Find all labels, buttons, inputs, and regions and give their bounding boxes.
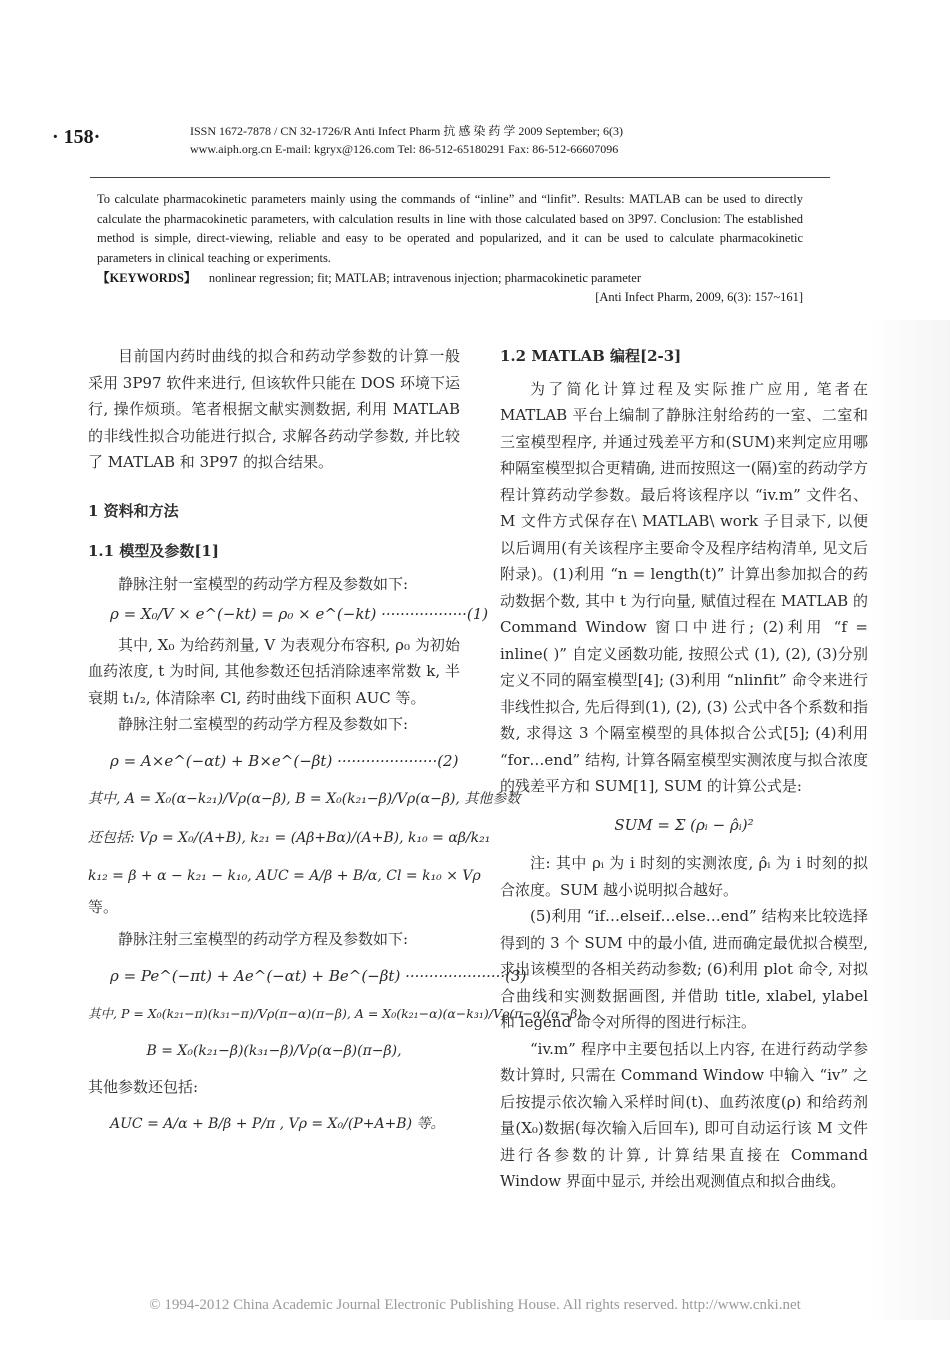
intro-paragraph: 目前国内药时曲线的拟合和药动学参数的计算一般采用 3P97 软件来进行, 但该软件只能在 DOS 环境下运行, 操作烦琐。笔者根据文献实测数据, 利用 MATLAB 的非线性拟合功能进行拟合, 求解各药动学参数, 并比较了 MATLAB 和 3P97 的拟合结果。 xyxy=(88,347,460,471)
journal-header xyxy=(190,122,890,158)
abstract-text: To calculate pharmacokinetic parameters mainly using the commands of “inline” and “linfit”. Results: MATLAB can be used to directly calculate the pharmacokinetic parameters, with calculation results in line with those calculated based on 3P97. Conclusion: The established method is simple, direct-viewing, reliable and easy to be operated and popularized, and it can be used to calculate pharmacokinetic parameters in clinical teaching or experiments. xyxy=(97,192,803,265)
keywords xyxy=(97,268,803,286)
left-column xyxy=(88,343,587,1141)
scan-shadow xyxy=(868,320,950,1320)
equation-2-auc: k₁₂ = β + α − k₂₁ − k₁₀, AUC = A/β + B/α, Cl = k₁₀ × Vρ xyxy=(88,868,481,884)
equation-3-coefficients: 其中, P = X₀(k₂₁−π)(k₃₁−π)/Vρ(π−α)(π−β), A = X₀(k₂₁−α)(α−k₃₁)/Vρ(π−α)(α−β), xyxy=(88,1006,587,1021)
journal-header-line1: ISSN 1672-7878 / CN 32-1726/R Anti Infect Pharm 抗 感 染 药 学 2009 September; 6(3) xyxy=(190,124,623,138)
copyright-footer: © 1994-2012 China Academic Journal Electronic Publishing House. All rights reserved. http://www.cnki.net xyxy=(149,1297,801,1313)
one-compartment-intro: 静脉注射一室模型的药动学方程及参数如下: xyxy=(118,574,409,593)
right-column xyxy=(500,343,868,1195)
sum-equation: SUM = Σ (ρᵢ − ρ̂ᵢ)² xyxy=(614,815,754,834)
ivm-usage-text: “iv.m” 程序中主要包括以上内容, 在进行药动学参数计算时, 只需在 Command Window 中输入 “iv” 之后按提示依次输入采样时间(t)、血药浓度(ρ) 和给药剂量(X₀)数据(每次输入后回车), 即可自动运行该 M 文件进行各参数的计算, 计算结果直接在 Command Window 界面中显示, 并绘出观测值点和拟合曲线。 xyxy=(500,1039,868,1190)
equation-2: ρ = A×e^(−αt) + B×e^(−βt) ·····················(2) xyxy=(110,751,459,770)
citation: [Anti Infect Pharm, 2009, 6(3): 157~161] xyxy=(595,290,803,304)
equation-2-params: 还包括: Vρ = X₀/(A+B), k₂₁ = (Aβ+Bα)/(A+B), k₁₀ = αβ/k₂₁ xyxy=(88,829,491,846)
matlab-programming-text: 为了简化计算过程及实际推广应用, 笔者在 MATLAB 平台上编制了静脉注射给药的一室、二室和三室模型程序, 并通过残差平方和(SUM)来判定应用哪种隔室模型拟合更精确, 进而按照这一(隔)室的药动学方程计算药动学参数。最后将该程序以 “iv.m” 文件名、M 文件方式保存在\ MATLAB\ work 子目录下, 以便以后调用(有关该程序主要命令及程序结构清单, 见文后附录)。(1)利用 “n = length(t)” 计算出参加拟合的药动数据个数, 其中 t 为行向量, 赋值过程在 MATLAB 的 Command Window 窗口中进行; (2)利用 “f = inline( )” 自定义函数功能, 按照公式 (1), (2), (3)分别定义不同的隔室模型[4]; (3)利用 “nlinfit” 命令来进行非线性拟合, 先后得到(1), (2), (3) 公式中各个系数和指数, 求得这 3 个隔室模型的具体拟合公式[5]; (4)利用 “for…end” 结构, 计算各隔室模型实测浓度与拟合浓度的残差平方和 SUM[1], SUM 的计算公式是: xyxy=(500,379,868,795)
equation-3-b: B = X₀(k₂₁−β)(k₃₁−β)/Vρ(α−β)(π−β), xyxy=(146,1042,402,1059)
one-compartment-params: 其中, X₀ 为给药剂量, V 为表观分布容积, ρ₀ 为初始血药浓度, t 为时间, 其他参数还包括消除速率常数 k, 半衰期 t₁/₂, 体清除率 Cl, 药时曲线下面积 AUC 等。 xyxy=(88,635,460,707)
equation-2-end: 等。 xyxy=(88,897,119,916)
sum-note: 注: 其中 ρᵢ 为 i 时刻的实测浓度, ρ̂ᵢ 为 i 时刻的拟合浓度。SUM 越小说明拟合越好。 xyxy=(500,854,868,899)
matlab-steps-text: (5)利用 “if…elseif…else…end” 结构来比较选择得到的 3 个 SUM 中的最小值, 进而确定最优拟合模型, 求出该模型的各相关药动参数; (6)利用 plot 命令, 对拟合曲线和实测数据画图, 并借助 title, xlabel, ylabel 和 legend 命令对所得的图进行标注。 xyxy=(500,907,868,1031)
section-heading-1-1: 1.1 模型及参数[1] xyxy=(88,542,219,560)
section-heading-1-2: 1.2 MATLAB 编程[2-3] xyxy=(500,347,682,365)
three-compartment-other: 其他参数还包括: xyxy=(88,1078,199,1096)
page-number: · 158· xyxy=(52,126,101,148)
three-compartment-intro: 静脉注射三室模型的药动学方程及参数如下: xyxy=(118,930,409,948)
equation-3: ρ = Pe^(−πt) + Ae^(−αt) + Be^(−βt) ·····················(3) xyxy=(110,966,527,985)
equation-3-auc: AUC = A/α + B/β + P/π , Vρ = X₀/(P+A+B) 等。 xyxy=(110,1115,445,1132)
header-rule xyxy=(90,177,830,178)
section-heading-1: 1 资料和方法 xyxy=(88,501,179,520)
journal-header-line2: www.aiph.org.cn E-mail: kgryx@126.com Tel: 86-512-65180291 Fax: 86-512-66607096 xyxy=(190,142,619,156)
equation-2-coefficients: 其中, A = X₀(α−k₂₁)/Vρ(α−β), B = X₀(k₂₁−β)/Vρ(α−β), 其他参数 xyxy=(88,791,521,807)
keywords-label: 【KEYWORDS】 xyxy=(97,271,197,285)
keywords-list: nonlinear regression; fit; MATLAB; intravenous injection; pharmacokinetic parameter xyxy=(208,271,641,285)
two-compartment-intro: 静脉注射二室模型的药动学方程及参数如下: xyxy=(118,715,409,733)
equation-1: ρ = X₀/V × e^(−kt) = ρ₀ × e^(−kt) ··················(1) xyxy=(110,605,489,623)
